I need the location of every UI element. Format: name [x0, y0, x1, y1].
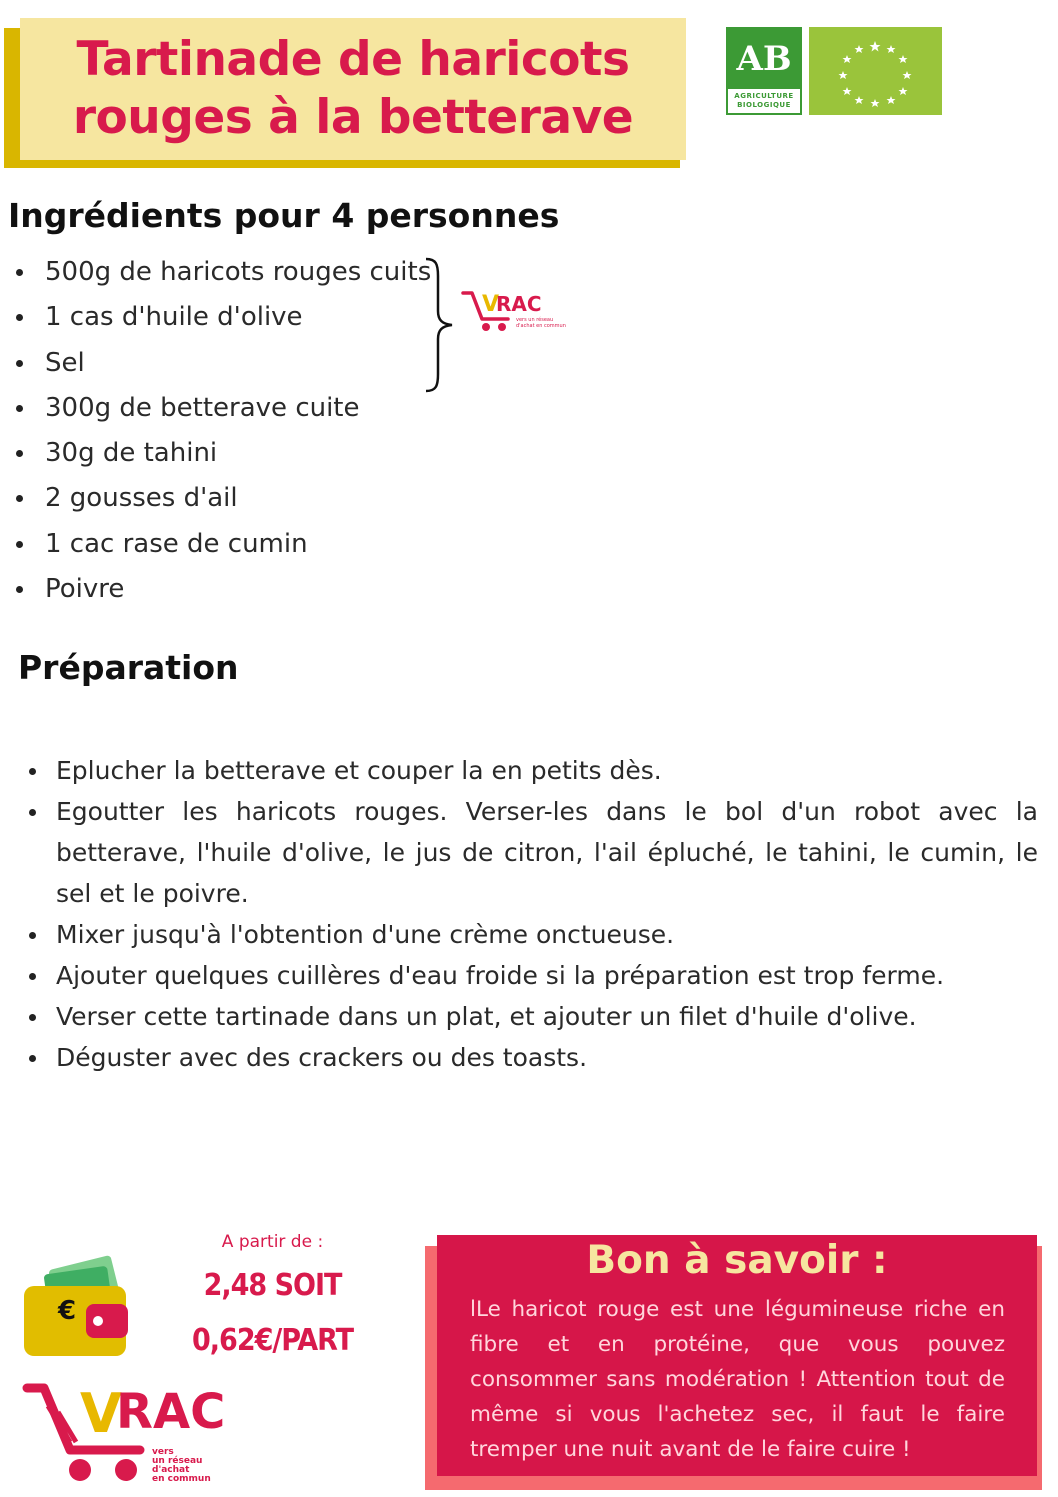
- svg-text:vers un réseau: vers un réseau: [516, 317, 554, 323]
- ingredients-heading: Ingrédients pour 4 personnes: [8, 196, 560, 235]
- eu-organic-leaf-icon: [809, 27, 942, 115]
- preparation-heading: Préparation: [18, 648, 239, 687]
- svg-text:d'achat en commun: d'achat en commun: [516, 323, 566, 329]
- ingredient-item: 300g de betterave cuite: [16, 386, 431, 431]
- preparation-list: [28, 750, 1038, 1078]
- ab-caption-line-1: AGRICULTURE: [734, 92, 794, 100]
- vrac-tagline-line: d'achat: [152, 1465, 190, 1475]
- preparation-step: Egoutter les haricots rouges. Verser-les dans le bol d'un robot avec la betterave, l'huile d'olive, le jus de citron, l'ail épluché, le tahini, le cumin, le sel et le poivre.: [28, 791, 1038, 914]
- wallet-icon: [22, 1256, 134, 1358]
- ab-caption: [728, 89, 800, 113]
- recipe-title-line-1: Tartinade de haricots: [76, 32, 630, 87]
- ingredient-item: 1 cac rase de cumin: [16, 522, 431, 567]
- svg-text:RAC: RAC: [116, 1384, 226, 1440]
- vrac-tagline: [152, 1448, 211, 1484]
- price-total: 2,48 SOIT: [203, 1268, 342, 1303]
- price-per-part: 0,62€/PART: [192, 1323, 353, 1358]
- ab-letters: AB: [728, 29, 800, 89]
- ingredient-item: Poivre: [16, 567, 431, 612]
- euro-symbol: €: [58, 1296, 77, 1326]
- vrac-small-logo-icon: [460, 287, 566, 337]
- recipe-title: [73, 31, 633, 147]
- price-label: A partir de :: [221, 1232, 324, 1252]
- svg-text:V: V: [482, 292, 500, 317]
- recipe-title-line-2: rouges à la betterave: [72, 90, 634, 145]
- eu-organic-logo: [809, 27, 942, 115]
- ingredients-list: [16, 250, 431, 612]
- info-card-text: lLe haricot rouge est une légumineuse riche en fibre et en protéine, que vous pouvez consommer sans modération ! Attention tout de même si vous l'achetez sec, il faut le faire tremper une nuit avant de le faire cuire !: [470, 1297, 1005, 1462]
- preparation-step: Ajouter quelques cuillères d'eau froide si la préparation est trop ferme.: [28, 955, 1038, 996]
- preparation-step: Verser cette tartinade dans un plat, et ajouter un filet d'huile d'olive.: [28, 996, 1038, 1037]
- svg-text:V: V: [80, 1382, 122, 1445]
- preparation-step: Mixer jusqu'à l'obtention d'une crème onctueuse.: [28, 914, 1038, 955]
- curly-brace-icon: [420, 256, 460, 394]
- preparation-step: Déguster avec des crackers ou des toasts.: [28, 1037, 1038, 1078]
- ingredient-item: 30g de tahini: [16, 431, 431, 476]
- ab-organic-logo: [726, 27, 802, 115]
- ingredient-item: Sel: [16, 341, 431, 386]
- preparation-step: Eplucher la betterave et couper la en petits dès.: [28, 750, 1038, 791]
- vrac-tagline-line: un réseau: [152, 1456, 203, 1466]
- ab-caption-line-2: BIOLOGIQUE: [737, 101, 791, 109]
- ingredient-item: 500g de haricots rouges cuits: [16, 250, 431, 295]
- ingredient-item: 2 gousses d'ail: [16, 476, 431, 521]
- svg-text:RAC: RAC: [496, 292, 542, 316]
- ingredient-item: 1 cas d'huile d'olive: [16, 295, 431, 340]
- title-banner: [20, 18, 686, 160]
- vrac-tagline-line: en commun: [152, 1474, 211, 1484]
- info-card-title: Bon à savoir :: [586, 1238, 888, 1283]
- vrac-tagline-line: vers: [152, 1447, 174, 1457]
